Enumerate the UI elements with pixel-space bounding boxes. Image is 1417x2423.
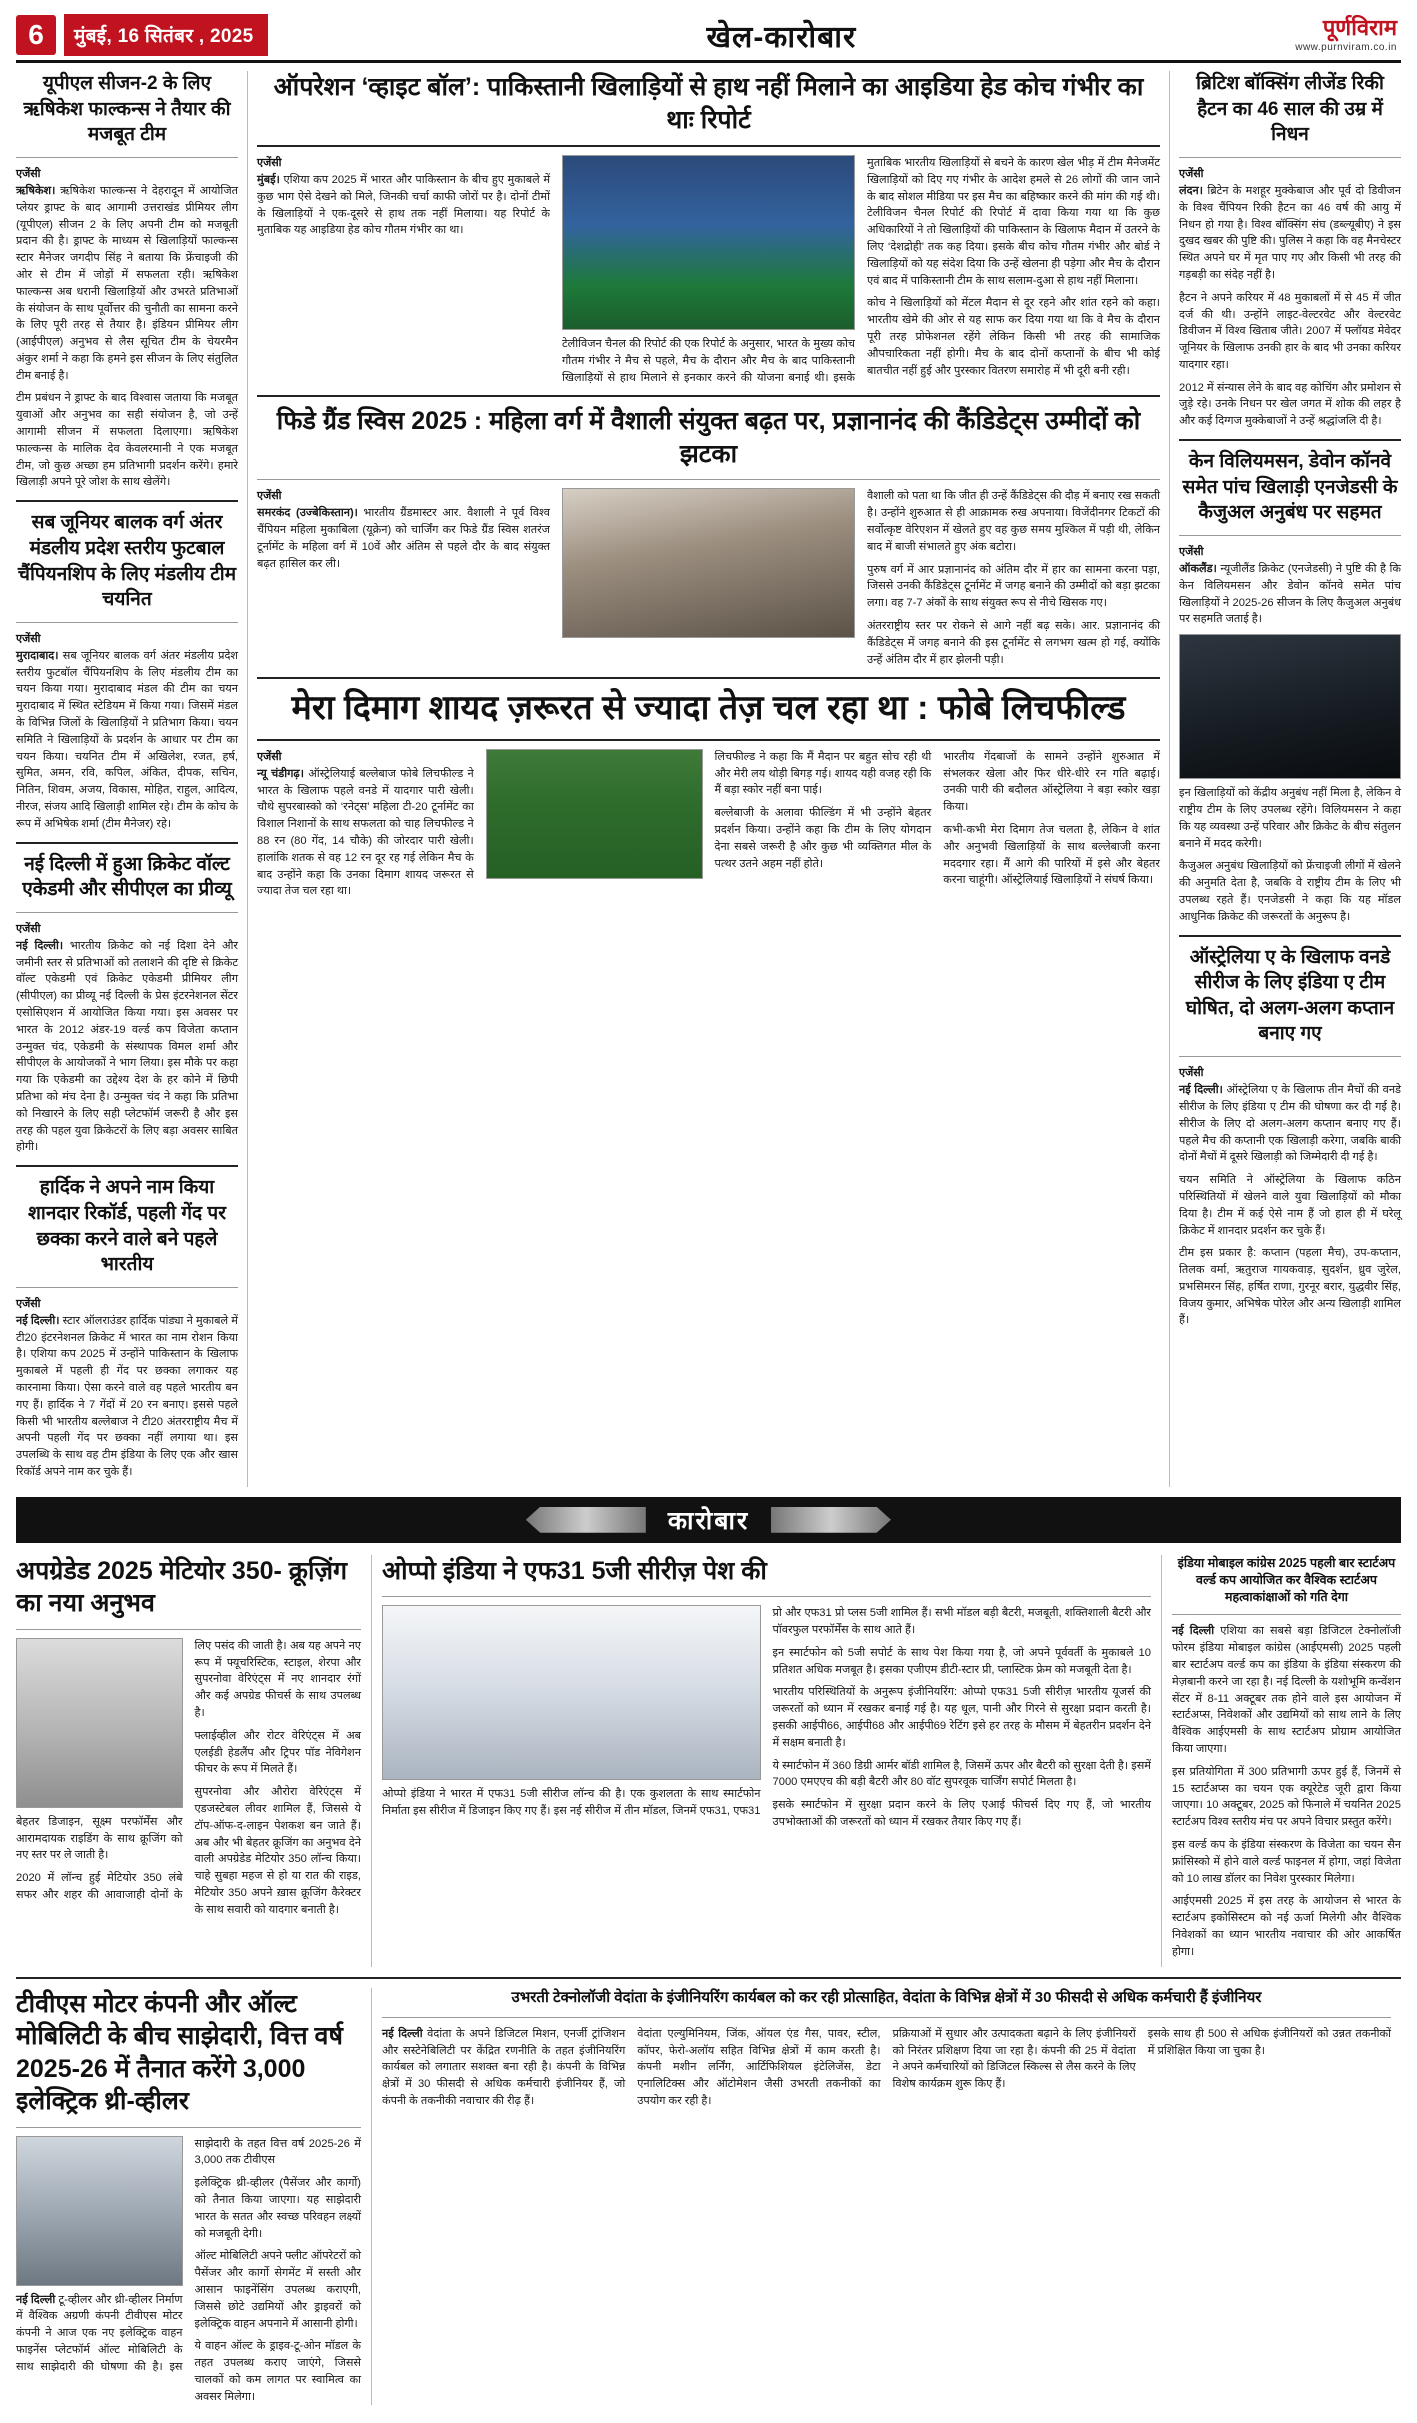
- article-meteor-350: [16, 1555, 361, 1919]
- article-dateline: न्यू चंडीगढ़।: [257, 767, 304, 780]
- article-headline: उभरती टेक्नोलॉजी वेदांता के इंजीनियरिंग कार्यबल को कर रही प्रोत्साहित, वेदांता के विभिन्न क्षेत्रों में 30 फीसदी से अधिक कर्मचारी हैं इंजीनियर: [511, 1988, 1262, 2006]
- article-columns: [16, 2136, 361, 2406]
- article-cricket-vault-academy: [16, 852, 238, 1157]
- article-body-paragraph: भारतीय परिस्थितियों के अनुरूप इंजीनियरिंग: ओप्पो एफ31 5जी सीरीज़ भारतीय यूजर्स की जरूरतों को ध्यान में रखकर बनाई गई है। यह धूल, पानी और गिरने से सुरक्षा प्रदान करती है। इसकी आईपी66, आईपी68 और आईपी69 रेटिंग इसे हर तरह के मौसम में बेहतरीन प्रदर्शन देने में सक्षम बनाती है।: [772, 1686, 1151, 1749]
- article-headline: मेरा दिमाग शायद ज़रूरत से ज्यादा तेज़ चल रहा था : फोबे लिचफील्ड: [291, 689, 1126, 728]
- article-dateline: नई दिल्ली।: [1179, 1084, 1223, 1097]
- article-byline: एजेंसी: [16, 167, 41, 180]
- article-oppo-f31: [382, 1555, 1151, 1831]
- article-text: ऑस्ट्रेलियाई बल्लेबाज फोबे लिचफील्ड ने भारत के खिलाफ पहले वनडे में यादगार पारी खेली। चौथे सुपरबास्को को ‘रनेट्स’ महिला टी-20 टूर्नामेंट का विशाल निशानों के साथ सफलता को चाह लिचफील्ड ने 88 रन (80 गेंद, 14 चौके) की जोरदार पारी खेली। हालांकि शतक से वह 12 रन दूर रह गई लेकिन मैच के बाद उन्होंने कहा कि उनका दिमाग शायद जरूरत से ज्यादा तेज चल रहा था।: [257, 767, 474, 898]
- business-bottom-right: [372, 1988, 1401, 2406]
- article-body-paragraph: कैजुअल अनुबंध खिलाड़ियों को फ्रेंचाइजी लीगों में खेलने की अनुमति देता है, जबकि वे राष्ट्रीय टीम के लिए भी उपलब्ध रहते हैं। एनजेडसी ने कहा कि यह मॉडल आधुनिक क्रिकेट की जरूरतों के अनुरूप है।: [1179, 860, 1401, 923]
- masthead-left: [16, 14, 268, 56]
- article-text: एशिया कप 2025 में भारत और पाकिस्तान के बीच हुए मुकाबले में कुछ भाग ऐसे देखने को मिले, जिनकी चर्चा काफी जोरों पर है। दोनों टीमों के खिलाड़ियों ने एक-दूसरे से हाथ तक नहीं मिलाया। यह रिपोर्ट के मुताबिक यह आइडिया हेड कोच गौतम गंभीर का था।: [257, 174, 551, 237]
- article-headline: यूपीएल सीजन-2 के लिए ऋषिकेश फाल्कन्स ने तैयार की मजबूत टीम: [23, 73, 231, 146]
- article-body-paragraph: बेहतर डिजाइन, सूक्ष्म परफॉर्मेंस और आरामदायक राइडिंग के साथ क्रूजिंग को नए स्तर पर ले जाती है।: [16, 1815, 183, 1862]
- article-text: ब्रिटेन के मशहूर मुक्केबाज और पूर्व दो डिवीजन के विश्व चैंपियन रिकी हैटन का 46 वर्ष की आयु में निधन हो गया है। विश्व बॉक्सिंग संघ (डब्ल्यूबीए) ने इस दुखद खबर की पुष्टि की। पुलिस ने कहा कि वह मैनचेस्टर स्थित अपने घर में मृत पाए गए और किसी भी तरह की गड़बड़ी का संदेह नहीं है।: [1179, 184, 1401, 281]
- article-body-paragraph: इसके स्मार्टफोन में सुरक्षा प्रदान करने के लिए एआई फीचर्स दिए गए हैं, जो भारतीय उपभोक्ताओं की जरूरतों को ध्यान में रखकर तैयार किए गए हैं।: [772, 1799, 1151, 1829]
- article-columns: [382, 1605, 1151, 1831]
- article-headline: ऑपरेशन ‘व्हाइट बॉल’: पाकिस्तानी खिलाड़ियों से हाथ नहीं मिलाने का आइडिया हेड कोच गंभीर का थाः रिपोर्ट: [273, 73, 1144, 134]
- article-dateline: नई दिल्ली: [16, 2293, 56, 2306]
- article-dateline: ऋषिकेश।: [16, 184, 56, 197]
- article-operation-white-ball: [257, 71, 1160, 386]
- article-headline: फिडे ग्रैंड स्विस 2025 : महिला वर्ग में वैशाली संयुक्त बढ़त पर, प्रज्ञानानंद की कैंडिडेट्स उम्मीदों को झटका: [276, 407, 1141, 468]
- business-bottom-section: [16, 1977, 1401, 2406]
- article-body-paragraph: अंतरराष्ट्रीय स्तर पर रोकने से आगे नहीं बढ़ सके। आर. प्रज्ञानानंद की कैंडिडेट्स में जगह बनाने की इस टूर्नामेंट से लगभग खत्म हो गई, क्योंकि उन्हें अंतिम दौर में हार झेलनी पड़ी।: [867, 619, 1160, 666]
- business-bottom-left: [16, 1988, 372, 2406]
- article-byline: एजेंसी: [16, 1297, 41, 1310]
- article-headline: ऑस्ट्रेलिया ए के खिलाफ वनडे सीरीज के लिए इंडिया ए टीम घोषित, दो अलग-अलग कप्तान बनाए गए: [1185, 946, 1395, 1045]
- masthead-right: [1295, 14, 1401, 56]
- sports-section: [16, 71, 1401, 1487]
- article-body-paragraph: हैटन ने अपने करियर में 48 मुकाबलों में से 45 में जीत दर्ज की थी। उन्होंने लाइट-वेल्टरवेट और वेल्टरवेट डिवीजन में विश्व खिताब जीते। 2007 में फ्लॉयड मेवेदर जूनियर के खिलाफ उनकी हार के बाद भी उनका करियर यादगार रहा।: [1179, 291, 1401, 371]
- article-body-paragraph: प्रक्रियाओं में सुधार और उत्पादकता बढ़ाने के लिए इंजीनियरों को निरंतर प्रशिक्षण दिया जा रहा है। कंपनी की 25 में वेदांता ने अपने कर्मचारियों को डिजिटल स्किल्स से लैस करने के लिए विशेष कार्यक्रम शुरू किए हैं।: [892, 2027, 1136, 2091]
- article-body-paragraph: फ्लाईव्हील और रोटर वेरिएंट्स में अब एलईडी हेडलैंप और ट्रिपर पॉड नेविगेशन फीचर के रूप में मिलते हैं।: [194, 1729, 361, 1776]
- article-headline: अपग्रेडेड 2025 मेटियोर 350- क्रूज़िंग का नया अनुभव: [16, 1556, 348, 1618]
- article-fide-grand-swiss: [257, 405, 1160, 668]
- article-body-paragraph: इसके साथ ही 500 से अधिक इंजीनियरों को उन्नत तकनीकों में प्रशिक्षित किया जा चुका है।: [1147, 2027, 1391, 2057]
- article-body-paragraph: [16, 938, 238, 1156]
- article-body-paragraph: [257, 172, 550, 239]
- business-section: [16, 1555, 1401, 1967]
- article-dateline: ऑकलैंड।: [1179, 563, 1217, 575]
- masthead: [16, 14, 1401, 63]
- article-body-paragraph: कोच ने खिलाड़ियों को मेंटल मैदान से दूर रहने और शांत रहने को कहा। भारतीय खेमे की ओर से यह साफ कर दिया गया था कि वे मैच के दौरान पूरी तरह प्रोफेशनल रहेंगे लेकिन किसी भी तरह की सामाजिक औपचारिकता नहीं होगी। मैच के बाद दोनों कप्तानों के बीच भी कोई बातचीत नहीं हुई और पुरस्कार वितरण समारोह में भी दूरी बनी रही।: [867, 297, 1160, 377]
- article-text: ऋषिकेश फाल्कन्स ने देहरादून में आयोजित प्लेयर ड्राफ्ट के बाद आगामी उत्तराखंड प्रीमियर लीग (यूपीएल) सीजन 2 के लिए अपनी टीम को मजबूती प्रदान की है। ड्राफ्ट के माध्यम से खिलाड़ियों फाल्कन्स स्टार मैनेजर जगदीप सिंह ने बताया कि फ्रेंचाइजी की ओर से टीम में जोड़ों में सफलता रही। ऋषिकेश फाल्कन्स अब धरानी खिलाड़ियों और उभरते प्रतिभाओं के संयोजन के साथ पूर्वोत्तर की चुनौती का सामना करने के लिए पूरी तरह से तैयार है। इंडियन प्रीमियर लीग (आईपीएल) अनुभव से लैस सूचित टीम के चेयरमैन अंकुर शर्मा ने कहा कि हमने इस सीजन के लिए संतुलित टीम बनाई है।: [16, 184, 238, 382]
- article-columns: [16, 1638, 361, 1919]
- article-body-paragraph: ये वाहन ऑल्ट के ड्राइव-टू-ओन मॉडल के तहत उपलब्ध कराए जाएंगे, जिससे चालकों को कम लागत पर स्वामित्व का अवसर मिलेगा।: [194, 2340, 361, 2403]
- article-football-championship: [16, 510, 238, 832]
- article-dateline: नई दिल्ली: [1172, 1625, 1215, 1638]
- article-hardik-pandya-record: [16, 1175, 238, 1481]
- publication-url: www.purnviram.co.in: [1295, 42, 1397, 53]
- business-left-column: [16, 1555, 372, 1967]
- article-upl-rishikesh-falcons: [16, 71, 238, 491]
- article-body-paragraph: ऑल्ट मोबिलिटी अपने फ्लीट ऑपरेटरों को पैसेंजर और कार्गो सेगमेंट में सस्ती और आसान फाइनेंसिंग उपलब्ध कराएगी, जिससे छोटे उद्यमियों और ड्राइवरों को इलेक्ट्रिक वाहन अपनाने में आसानी होगी।: [194, 2250, 361, 2330]
- article-body-paragraph: लिचफील्ड ने कहा कि मैं मैदान पर बहुत सोच रही थी और मेरी लय थोड़ी बिगड़ गई। शायद यही वजह रही कि मैं बड़ा स्कोर नहीं बना पाई।: [714, 750, 932, 797]
- article-text: स्टार ऑलराउंडर हार्दिक पांड्या ने मुकाबले में टी20 इंटरनेशनल क्रिकेट में भारत का नाम रोशन किया है। एशिया कप 2025 में उन्होंने पाकिस्तान के खिलाफ मुकाबले में पहली ही गेंद पर छक्का लगाकर यह कारनामा किया। ऐसा करने वाले वह पहले भारतीय बन गए हैं। हार्दिक ने 7 गेंदों में 20 रन बनाए। इससे पहले किसी भी भारतीय बल्लेबाज ने टी20 अंतरराष्ट्रीय मैच में अपनी पहली गेंद पर छक्का नहीं लगाया था। इस उपलब्धि के साथ वह टीम इंडिया के लिए एक और खास रिकॉर्ड अपने नाम कर चुके हैं।: [16, 1314, 238, 1478]
- article-text: ऑस्ट्रेलिया ए के खिलाफ तीन मैचों की वनडे सीरीज के लिए इंडिया ए टीम की घोषणा कर दी गई है। सीरीज के लिए दो अलग-अलग कप्तान बनाए गए हैं। पहले मैच की कप्तानी एक खिलाड़ी करेगा, जबकि बाकी दोनों मैचों में दूसरे खिलाड़ी को जिम्मेदारी दी गई है।: [1179, 1084, 1402, 1164]
- banner-ornament-left-icon: [526, 1507, 646, 1533]
- article-headline: सब जूनियर बालक वर्ग अंतर मंडलीय प्रदेश स्तरीय फुटबाल चैंपियनशिप के लिए मंडलीय टीम चयनित: [17, 512, 237, 611]
- article-body-paragraph: ओप्पो इंडिया ने भारत में एफ31 5जी सीरीज लॉन्च की है। एक कुशलता के साथ स्मार्टफोन निर्माता इस सीरीज में डिजाइन किए गए हैं। इस नई सीरीज में तीन मॉडल, जिनमें एफ31, एफ31 प्रो और एफ31 प्रो प्लस 5जी शामिल हैं। सभी मॉडल बड़ी बैटरी, मजबूती, शक्तिशाली बैटरी और पॉवरफुल परफॉर्मेंस के साथ आते हैं।: [382, 1607, 1151, 1818]
- article-body-paragraph: पुरुष वर्ग में आर प्रज्ञानानंद को अंतिम दौर में हार का सामना करना पड़ा, जिससे उनकी कैंडिडेट्स टूर्नामेंट में जगह बनाने की उम्मीदों को बड़ा झटका लगा। वह 7-7 अंकों के साथ संयुक्त रूप से नीचे खिसक गए।: [867, 563, 1160, 610]
- article-byline: एजेंसी: [1179, 1067, 1204, 1080]
- article-vedanta-engineering: [382, 1988, 1391, 2110]
- article-headline: केन विलियमसन, डेवोन कॉनवे समेत पांच खिलाड़ी एनजेडसी के कैजुअल अनुबंध पर सहमत: [1182, 451, 1398, 524]
- article-phoebe-litchfield: [257, 687, 1160, 900]
- tvs-signing-photo: [16, 2136, 183, 2286]
- article-headline: नई दिल्ली में हुआ क्रिकेट वॉल्ट एकेडमी और सीपीएल का प्रीव्यू: [22, 853, 232, 901]
- karobar-section-banner: [16, 1497, 1401, 1543]
- article-body-paragraph: सुपरनोवा और औरोरा वेरिएंट्स में एडजस्टेबल लीवर शामिल हैं, जिससे ये टॉप-ऑफ-द-लाइन पेशकश बन जाते हैं। अब और भी बेहतर क्रूजिंग का अनुभव देने वाली अपग्रेडेड मेटियोर 350 लॉन्च किया। चाहे सुबहा महज से हो या रात की राइड, मेटियोर 350 अपने ख़ास क्रूजिंग कैरेक्टर के साथ सवारी को यादगार बनाती है।: [194, 1786, 361, 1916]
- article-body-paragraph: [1179, 1082, 1401, 1166]
- article-body-paragraph: टेलीविजन चैनल की रिपोर्ट की एक रिपोर्ट के अनुसार, भारत के मुख्य कोच गौतम गंभीर ने मैच से पहले, मैच के दौरान और मैच के बाद पाकिस्तानी खिलाड़ियों से हाथ मिलाने से इनकार करने की योजना बनाई थी। इसके मुताबिक भारतीय खिलाड़ियों से बचने के कारण खेल भीड़ में टीम मैनेजमेंट खिलाड़ियों को दिए गए गंभीर के आदेश हमले से 26 लोगों की जान जाने के बाद सोशल मीडिया पर इस मैच का बहिष्कार करने की मांग की गई थी। टेलीविजन चैनल रिपोर्ट की रिपोर्ट में दावा किया गया था कि कुछ अधिकारियों ने तो खिलाड़ियों की पाकिस्तान के खिलाफ मैदान में उतरने के लिए ‘देशद्रोही’ तक कह दिया। इसके बीच कोच गौतम गंभीर और बोर्ड ने खिलाड़ियों को यह संदेश दिया कि उन्हें खेलना ही पड़ेगा और मैच के दौरान एवं बाद में पाकिस्तानी टीम के साथ सलाम-दुआ से हाथ नहीं मिलाना।: [562, 157, 1160, 384]
- article-body-paragraph: [1172, 1623, 1401, 1757]
- article-dateline: नई दिल्ली।: [16, 1314, 60, 1327]
- article-dateline: मुंबई।: [257, 174, 280, 186]
- article-headline: ब्रिटिश बॉक्सिंग लीजेंड रिकी हैटन का 46 साल की उम्र में निधन: [1196, 73, 1384, 146]
- article-text: टू-व्हीलर और थ्री-व्हीलर निर्माण में वैश्विक अग्रणी कंपनी टीवीएस मोटर कंपनी ने आज एक नए इलेक्ट्रिक वाहन फाइनेंस प्लेटफॉर्म ऑल्ट मोबिलिटी के साथ साझेदारी की घोषणा की है। इस साझेदारी के तहत वित्त वर्ष 2025-26 में 3,000 तक टीवीएस: [16, 2137, 361, 2373]
- business-center-column: [372, 1555, 1161, 1967]
- article-dateline: लंदन।: [1179, 184, 1203, 197]
- page-number: 6: [16, 15, 56, 55]
- article-text: सब जूनियर बालक वर्ग अंतर मंडलीय प्रदेश स्तरीय फुटबॉल चैंपियनशिप के लिए मंडलीय टीम का चयन किया गया। मुरादाबाद मंडल की टीम का चयन मुरादाबाद में स्थित स्टेडियम में किया गया। जिसमें मंडल के विभिन्न जिलों के खिलाड़ियों ने प्रतिभाग किया। चयन समिति ने खिलाड़ियों के प्रदर्शन के आधार पर टीम का चयन किया। चयनित टीम में अखिलेश, रजत, हर्ष, सुमित, अमन, रवि, कपिल, अंकित, दीपक, सचिन, नितिन, शिवम, अजय, विकास, मोहित, राहुल, आदित्य, नीरज, संजय आदि खिलाड़ी शामिल रहे। टीम के कोच के रूप में अभिषेक शर्मा (टीम मैनेजर) रहे।: [16, 649, 238, 830]
- publication-logo: पूर्णविराम: [1322, 15, 1397, 40]
- article-williamson-conway-contracts: [1179, 449, 1401, 925]
- article-byline: एजेंसी: [257, 157, 282, 169]
- article-byline: एजेंसी: [257, 750, 282, 763]
- article-text: भारतीय ग्रैंडमास्टर आर. वैशाली ने पूर्व विश्व चैंपियन महिला मुकाबिला (यूक्रेन) को चार्जिंग कर फिडे ग्रैंड स्विस शतरंज टूर्नामेंट के महिला वर्ग में 10वें और अंतिम से पहले दौर के बाद संयुक्त बढ़त हासिल कर ली।: [257, 507, 551, 570]
- article-body-paragraph: [257, 505, 550, 572]
- business-right-column: [1161, 1555, 1401, 1967]
- article-headline: इंडिया मोबाइल कांग्रेस 2025 पहली बार स्टार्टअप वर्ल्ड कप आयोजित कर वैश्विक स्टार्टअप महत्वाकांक्षाओं को गति देगा: [1177, 1555, 1396, 1604]
- article-body-paragraph: [16, 183, 238, 385]
- litchfield-batting-photo: [486, 749, 703, 879]
- article-dateline: नई दिल्ली।: [16, 939, 64, 952]
- suryakumar-gill-photo: [562, 155, 855, 330]
- article-body-paragraph: इन स्मार्टफोन को 5जी सपोर्ट के साथ पेश किया गया है, जो अपने पूर्ववर्ती के मुकाबले 10 प्रतिशत अधिक मजबूत है। इसका एजीएम डीटी-स्टार प्री, प्लास्टिक फ्रेम को मजबूती देता है।: [772, 1646, 1151, 1676]
- article-body-paragraph: इलेक्ट्रिक थ्री-व्हीलर (पैसेंजर और कार्गो) को तैनात किया जाएगा। यह साझेदारी भारत के सतत और स्वच्छ परिवहन लक्ष्यों को मजबूती देगी।: [194, 2177, 361, 2240]
- article-body-paragraph: टीम इस प्रकार है: कप्तान (पहला मैच), उप-कप्तान, तिलक वर्मा, ऋतुराज गायकवाड़, सुदर्शन, ध्रुव जुरेल, प्रभसिमरन सिंह, हर्षित राणा, गुरनूर बरार, युद्धवीर सिंह, विजय कुमार, अभिषेक पोरेल और अन्य खिलाड़ी शामिल हैं।: [1179, 1247, 1401, 1327]
- meteor-bike-photo: [16, 1638, 183, 1808]
- article-body-paragraph: 2012 में संन्यास लेने के बाद वह कोचिंग और प्रमोशन से जुड़े रहे। उनके निधन पर खेल जगत में शोक की लहर है और कई दिग्गज मुक्केबाजों ने उन्हें श्रद्धांजलि दी है।: [1179, 381, 1401, 428]
- article-body-paragraph: [1179, 183, 1401, 284]
- article-headline: टीवीएस मोटर कंपनी और ऑल्ट मोबिलिटी के बीच साझेदारी, वित्त वर्ष 2025-26 में तैनात करेंगे 3,000 इलेक्ट्रिक थ्री-व्हीलर: [16, 1989, 343, 2116]
- article-text: एशिया का सबसे बड़ा डिजिटल टेक्नोलॉजी फोरम इंडिया मोबाइल कांग्रेस (आईएमसी) 2025 पहली बार स्टार्टअप वर्ल्ड कप का इंडिया के इंडिया संस्करण की मेज़बानी करने जा रहा है। नई दिल्ली के यशोभूमि कन्वेंशन सेंटर में 8-11 अक्टूबर तक होने वाले इस आयोजन में स्टार्टअप्स, निवेशकों और उद्यमियों को साथ लाने के लिए वैश्विक आईएमसी के साथ स्टार्टअप प्रोग्राम आयोजित किया जाएगा।: [1172, 1625, 1401, 1755]
- article-columns: [257, 749, 1160, 900]
- article-ricky-hatton-death: [1179, 71, 1401, 430]
- vaishali-chess-photo: [562, 488, 855, 638]
- article-india-mobile-congress: [1172, 1555, 1401, 1961]
- article-body-paragraph: [16, 648, 238, 833]
- article-body-paragraph: आईएमसी 2025 में इस तरह के आयोजन से भारत के स्टार्टअप इकोसिस्टम को नई ऊर्जा मिलेगी और वैश्विक निवेशकों का ध्यान भारतीय नवाचार की ओर आकर्षित होगा।: [1172, 1895, 1401, 1958]
- article-body-paragraph: इस वर्ल्ड कप के इंडिया संस्करण के विजेता का चयन सैन फ्रांसिस्को में होने वाले वर्ल्ड फाइनल में होगा, जहां विजेता को 10 लाख डॉलर का निवेश पुरस्कार मिलेगा।: [1172, 1838, 1401, 1885]
- article-body-paragraph: बल्लेबाजी के अलावा फील्डिंग में भी उन्होंने बेहतर प्रदर्शन किया। उन्होंने कहा कि टीम के लिए योगदान देना सबसे जरूरी है और कुछ भी व्यक्तिगत मील के पत्थर उतने अहम नहीं होते।: [714, 807, 932, 870]
- article-columns: [257, 155, 1160, 386]
- article-body-paragraph: भारतीय गेंदबाजों के सामने उन्होंने शुरुआत में संभलकर खेला और फिर धीरे-धीरे रन गति बढ़ाई। उनकी पारी की बदौलत ऑस्ट्रेलिया ने बड़ा स्कोर खड़ा किया।: [943, 750, 1160, 814]
- article-byline: एजेंसी: [1179, 167, 1204, 180]
- article-body-paragraph: [257, 766, 474, 900]
- article-text: न्यूजीलैंड क्रिकेट (एनजेडसी) ने पुष्टि की है कि केन विलियमसन और डेवोन कॉनवे समेत पांच खिलाड़ियों ने 2025-26 सीजन के लिए कैजुअल अनुबंध पर सहमति जताई है।: [1179, 563, 1401, 626]
- sports-left-column: [16, 71, 248, 1487]
- article-body-paragraph: इन खिलाड़ियों को केंद्रीय अनुबंध नहीं मिला है, लेकिन वे राष्ट्रीय टीम के लिए उपलब्ध रहेंगे। विलियमसन ने कहा कि यह व्यवस्था उन्हें परिवार और क्रिकेट के बीच संतुलन बनाने में मदद करेगी।: [1179, 787, 1401, 850]
- article-columns: [382, 2026, 1391, 2110]
- article-text: भारतीय क्रिकेट को नई दिशा देने और जमीनी स्तर से प्रतिभाओं को तलाशने की दृष्टि से क्रिकेट वॉल्ट एकेडमी एवं क्रिकेट एकेडमी प्रीमियर लीग (सीपीएल) का प्रीव्यू नई दिल्ली के प्रेस इंटरनेशनल सेंटर एसोसिएशन में आयोजित किया गया। इस अवसर पर भारत के 2012 अंडर-19 वर्ल्ड कप विजेता कप्तान उन्मुक्त चंद, एकेडमी के संस्थापक विमल शर्मा और सीपीएल के आयोजकों ने भाग लिया। इस मौके पर कहा गया कि एकेडमी का उद्देश्य देश के हर कोने में छिपी प्रतिभा को मंच देना है। उन्मुक्त चंद ने कहा कि प्रतिभा को निखारने के लिए सही प्लेटफॉर्म जरूरी है और इस तरह की पहल युवा क्रिकेटरों के लिए बड़ा अवसर साबित होगी।: [16, 939, 238, 1154]
- article-body-paragraph: [16, 1313, 238, 1481]
- article-body-paragraph: 2020 में लॉन्च हुई मेटियोर 350 लंबे सफर और शहर की आवाजाही दोनों के लिए पसंद की जाती है। अब यह अपने नए रूप में फ्यूचरिस्टिक, स्टाइल, शेरपा और सुपरनोवा वेरिएंट्स में नए शानदार रंगों और कई अपग्रेड फीचर्स के साथ उपलब्ध है।: [16, 1639, 361, 1901]
- article-body-paragraph: ये स्मार्टफोन में 360 डिग्री आर्मर बॉडी शामिल है, जिसमें ऊपर और बैटरी को सुरक्षा देती है। इसमें 7000 एमएएच की बड़ी बैटरी और 80 वॉट सुपरवूक चार्जिंग सपोर्ट मिलता है।: [772, 1759, 1151, 1789]
- article-body-paragraph: इस प्रतियोगिता में 300 प्रतिभागी ऊपर हुई हैं, जिनमें से 15 स्टार्टअप्स का चयन एक क्यूरेटेड जूरी द्वारा किया जाएगा। 10 अक्टूबर, 2025 को फिनाले में चयनित 2025 स्टार्टअप विश्व स्तरीय मंच पर अपने विचार प्रस्तुत करेंगे।: [1172, 1765, 1401, 1829]
- banner-ornament-right-icon: [771, 1507, 891, 1533]
- article-dateline: समरकंद (उज्बेकिस्तान)।: [257, 507, 358, 520]
- oppo-phones-photo: [382, 1605, 761, 1780]
- article-byline: एजेंसी: [16, 632, 41, 645]
- article-body-paragraph: टीम प्रबंधन ने ड्राफ्ट के बाद विश्वास जताया कि मजबूत युवाओं और अनुभव का सही संयोजन है, जो उन्हें आगामी सीजन में सफलता दिलाएगा। ऋषिकेश फाल्कन्स के मालिक देव केवलरमानी ने एक मजबूत टीम, जो कुछ अच्छा हम प्रतिभागी प्रदर्शन करेंगे। हमारे खिलाड़ी अपने पूरे जोश के साथ खेलेंगे।: [16, 392, 238, 489]
- article-byline: एजेंसी: [257, 490, 282, 503]
- article-dateline: मुरादाबाद।: [16, 649, 59, 662]
- article-columns: [257, 488, 1160, 668]
- article-text: वेदांता के अपने डिजिटल मिशन, एनर्जी ट्रांजिशन और सस्टेनेबिलिटी पर केंद्रित रणनीति के तहत इंजीनियरिंग कार्यबल को लगातार सशक्त बना रही है। कंपनी के विभिन्न क्षेत्रों में 30 फीसदी से अधिक कर्मचारी इंजीनियर हैं, जो कंपनी के तकनीकी नवाचार की रीढ़ हैं।: [382, 2027, 626, 2107]
- masthead-center: [268, 14, 1296, 56]
- article-india-a-squad: [1179, 945, 1401, 1330]
- williamson-photo: [1179, 634, 1401, 779]
- article-byline: एजेंसी: [1179, 546, 1204, 558]
- article-body-paragraph: [382, 2026, 625, 2110]
- article-body-paragraph: वैशाली को पता था कि जीत ही उन्हें कैंडिडेट्स की दौड़ में बनाए रख सकती है। उन्होंने शुरुआत से ही आक्रामक रुख अपनाया। विजेंदीनगर टिकटों की सर्वोत्कृष्ट वेरिएशन में खेलते हुए वह कुछ समय मुश्किल में पड़ी थी, लेकिन बाद में बाजी संभालते हुए अंक बटोरा।: [867, 490, 1160, 553]
- article-tvs-alt-mobility: [16, 1988, 361, 2406]
- article-body-paragraph: चयन समिति ने ऑस्ट्रेलिया के खिलाफ कठिन परिस्थितियों में खेलने वाले युवा खिलाड़ियों को मौका दिया है। टीम में कई ऐसे नाम हैं जो हाल ही में घरेलू क्रिकेट में शानदार प्रदर्शन कर चुके हैं।: [1179, 1174, 1401, 1237]
- masthead-dateline: मुंबई, 16 सितंबर , 2025: [64, 14, 268, 56]
- karobar-label: कारोबार: [667, 1506, 750, 1535]
- article-headline: ओप्पो इंडिया ने एफ31 5जी सीरीज़ पेश की: [382, 1556, 767, 1585]
- section-title: खेल-कारोबार: [706, 20, 857, 54]
- article-body-paragraph: वेदांता एल्युमिनियम, जिंक, ऑयल एंड गैस, पावर, स्टील, कॉपर, फेरो-अलॉय सहित विभिन्न क्षेत्रों में काम करती है। कंपनी मशीन लर्निंग, आर्टिफिशियल इंटेलिजेंस, डेटा एनालिटिक्स और ऑटोमेशन जैसी उभरती तकनीकों का उपयोग कर रही है।: [637, 2027, 881, 2107]
- article-body-paragraph: [1179, 561, 1401, 628]
- sports-right-column: [1169, 71, 1401, 1487]
- article-byline: एजेंसी: [16, 922, 41, 935]
- article-body-paragraph: कभी-कभी मेरा दिमाग तेज चलता है, लेकिन वे शांत और अनुभवी खिलाड़ियों के साथ बल्लेबाजी करना मददगार रहा। मैं आगे की पारियों में इसे और बेहतर करना चाहूंगी। ऑस्ट्रेलियाई खिलाड़ियों ने संघर्ष किया।: [943, 824, 1160, 887]
- article-headline: हार्दिक ने अपने नाम किया शानदार रिकॉर्ड, पहली गेंद पर छक्का करने वाले बने पहले भारतीय: [28, 1177, 226, 1276]
- sports-center-column: [248, 71, 1169, 1487]
- article-dateline: नई दिल्ली: [382, 2027, 423, 2040]
